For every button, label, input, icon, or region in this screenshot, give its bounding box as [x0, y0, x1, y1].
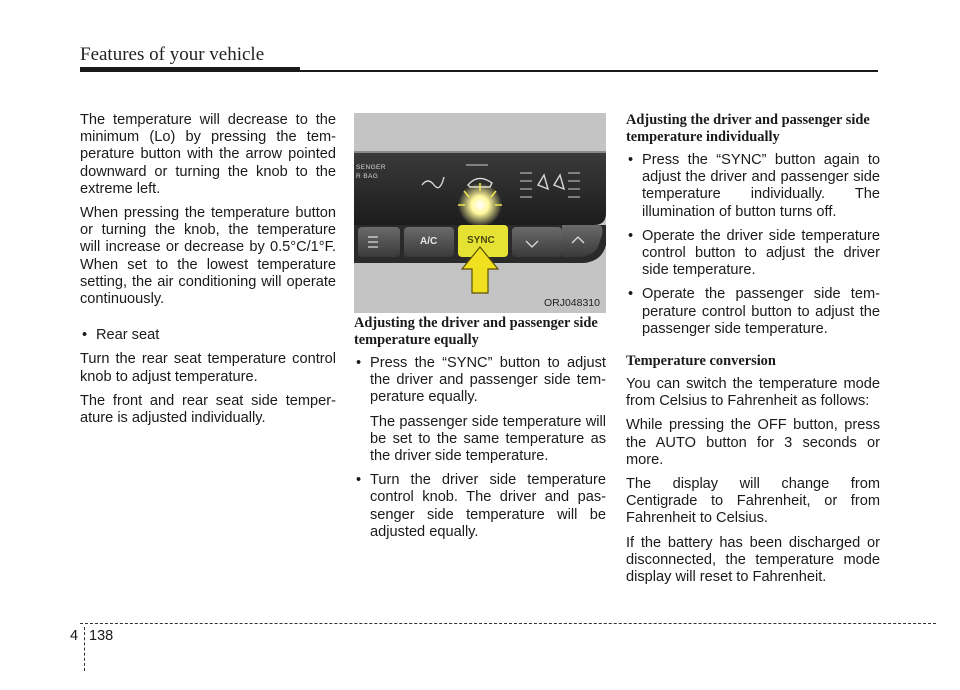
column-middle [354, 112, 606, 548]
footer-divider [84, 627, 85, 671]
ac-button-label: A/C [420, 236, 438, 247]
footer-rule [80, 623, 936, 624]
bullet-sync-again: • Press the “SYNC” button again to adjust the driver and passenger side temperature individually. The illumination of button turns off. [626, 152, 880, 221]
rear-seat-list [80, 327, 336, 344]
bullet-rear-seat: • Rear seat [80, 327, 336, 344]
bullet-sync-press: • Press the “SYNC” button to adjust the driver and passenger side temperature equally. The passenger side temperature will be set to the same temperature as the driver side temperature. [354, 355, 606, 465]
paragraph-temp-decrease: The temperature will decrease to the minimum (Lo) by pressing the temperature button with the arrow pointed downward or turning the knob to the extreme left. [80, 112, 336, 197]
paragraph-press-buttons: While pressing the OFF button, press the AUTO button for 3 seconds or more. [626, 417, 880, 468]
paragraph-temp-step: When pressing the temperature button or turning the knob, the temperature will increase or decrease by 0.5°C/1°F. When set to the lowest temperature setting, the air conditioning will operate continuously. [80, 205, 336, 308]
page-header-title: Features of your vehicle [80, 44, 265, 65]
paragraph-switch-mode: You can switch the temperature mode from Celsius to Fahrenheit as follows: [626, 376, 880, 410]
heading-adjust-individually: Adjusting the driver and passenger side temperature individually [626, 112, 870, 145]
chapter-number: 4 [70, 628, 79, 644]
paragraph-rear-knob: Turn the rear seat temperature control knob to adjust temperature. [80, 351, 336, 385]
paragraph-front-rear: The front and rear seat side temperature is adjusted individually. [80, 392, 336, 427]
bullet-sync-continuation: The passenger side temperature will be set to the same temperature as the driver side temperature. [370, 413, 606, 465]
paragraph-display-change: The display will change from Centigrade to Fahrenheit, or from Fahrenheit to Celsius. [626, 476, 880, 527]
page-number: 138 [89, 628, 114, 644]
header-rule-thin [300, 70, 878, 72]
sync-button-label: SYNC [467, 235, 495, 246]
bullet-driver-knob: • Turn the driver side temperature control knob. The driver and passenger side temperature will be adjusted equally. [354, 472, 606, 541]
bullet-passenger-button: • Operate the passenger side temperature control button to adjust the passenger side temperature. [626, 286, 880, 338]
airbag-label: SENGER R BAG [356, 164, 386, 180]
column-left [80, 112, 336, 434]
equal-adjust-list [354, 355, 606, 541]
heading-adjust-equally: Adjusting the driver and passenger side temperature equally [354, 315, 598, 348]
bullet-driver-button: • Operate the driver side temperature control button to adjust the driver side temperature. [626, 228, 880, 280]
column-right [626, 112, 880, 593]
individual-adjust-list [626, 152, 880, 338]
header-rule-thick [80, 67, 300, 72]
paragraph-battery-reset: If the battery has been discharged or disconnected, the temperature mode display will reset to Fahrenheit. [626, 534, 880, 586]
figure-code: ORJ048310 [543, 297, 600, 309]
heading-temp-conversion: Temperature conversion [626, 353, 776, 370]
